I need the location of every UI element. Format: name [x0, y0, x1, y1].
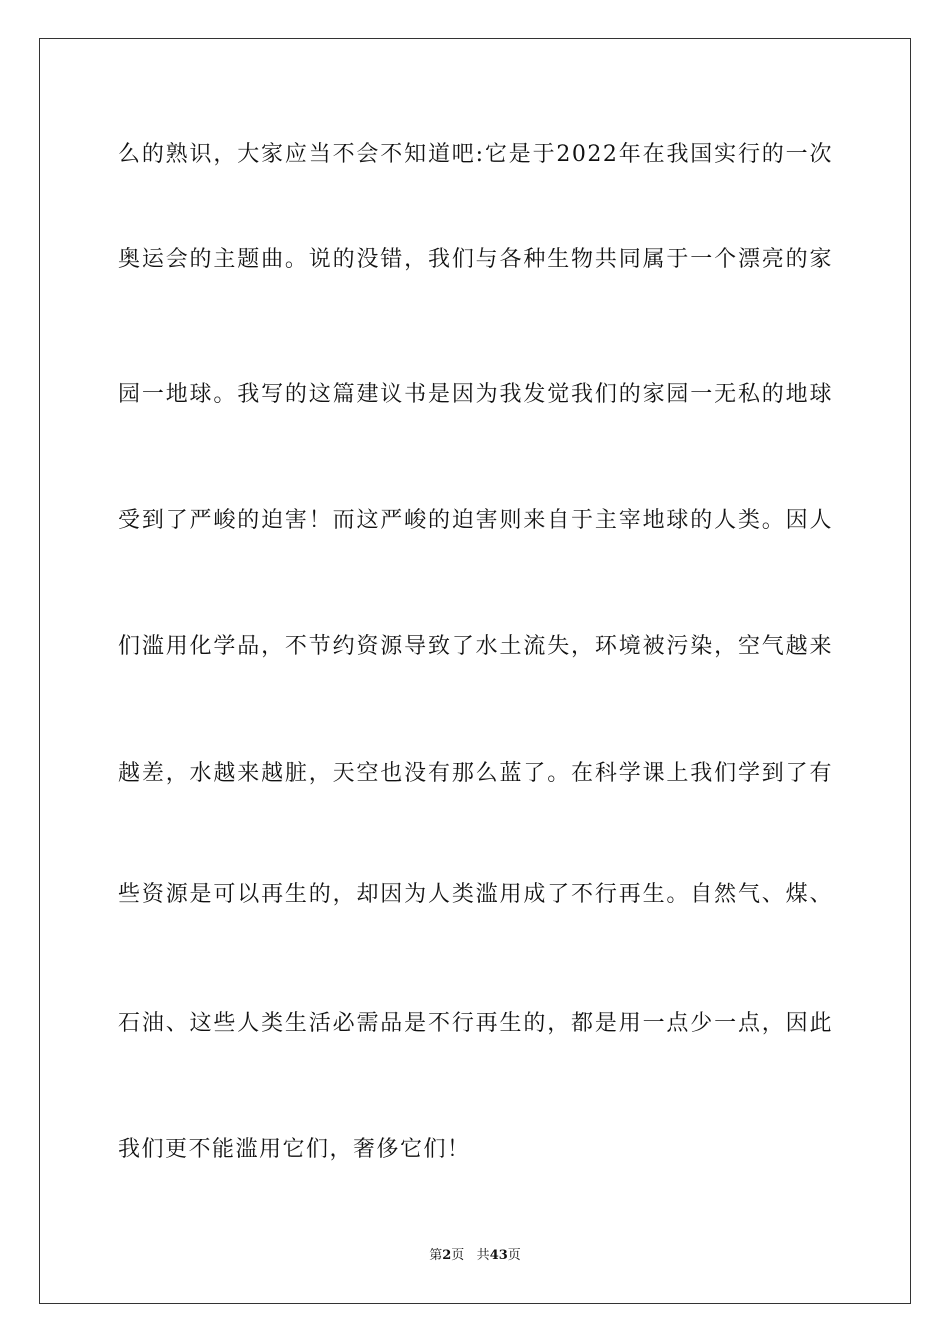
text-line: 受到了严峻的迫害！而这严峻的迫害则来自于主宰地球的人类。因人: [118, 508, 833, 533]
page-border: [39, 38, 911, 1304]
text-line: 越差，水越来越脏，天空也没有那么蓝了。在科学课上我们学到了有: [118, 761, 833, 786]
text-line: 石油、这些人类生活必需品是不行再生的，都是用一点少一点，因此: [118, 1011, 833, 1036]
page-suffix: 页: [451, 1248, 465, 1263]
page-number: 2: [442, 1248, 452, 1263]
page-prefix: 第: [429, 1248, 443, 1263]
total-prefix: 共: [476, 1248, 490, 1263]
text-line: 园一地球。我写的这篇建议书是因为我发觉我们的家园一无私的地球: [118, 382, 833, 407]
text-line-last: 我们更不能滥用它们，奢侈它们！: [118, 1137, 471, 1162]
text-line: 些资源是可以再生的，却因为人类滥用成了不行再生。自然气、煤、: [118, 882, 833, 907]
page-footer: [0, 1247, 950, 1265]
total-pages: 43: [489, 1248, 508, 1263]
total-suffix: 页: [507, 1248, 521, 1263]
text-line: 们滥用化学品，不节约资源导致了水土流失，环境被污染，空气越来: [118, 634, 833, 659]
text-line: 么的熟识，大家应当不会不知道吧:它是于2022年在我国实行的一次: [118, 142, 833, 167]
text-line: 奥运会的主题曲。说的没错，我们与各种生物共同属于一个漂亮的家: [118, 247, 833, 272]
